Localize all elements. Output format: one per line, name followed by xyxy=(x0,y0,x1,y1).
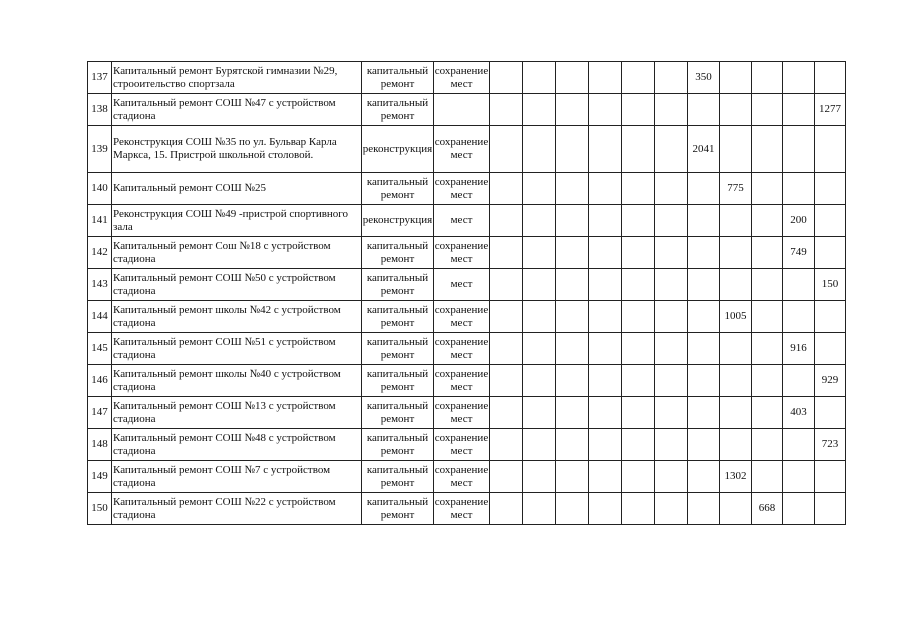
value-cell xyxy=(589,301,622,333)
value-cell xyxy=(752,237,783,269)
value-cell xyxy=(622,365,655,397)
value-cell xyxy=(815,493,846,525)
purpose-cell: сохранение мест xyxy=(434,62,490,94)
value-cell xyxy=(622,269,655,301)
table-body xyxy=(88,62,846,525)
value-cell xyxy=(688,237,720,269)
value-cell xyxy=(589,493,622,525)
row-number-cell: 141 xyxy=(88,205,112,237)
purpose-cell: сохранение мест xyxy=(434,173,490,205)
value-cell: 1005 xyxy=(720,301,752,333)
value-cell xyxy=(783,365,815,397)
table-row xyxy=(88,62,846,94)
work-type-cell: капитальный ремонт xyxy=(362,397,434,429)
value-cell xyxy=(688,205,720,237)
value-cell xyxy=(720,429,752,461)
value-cell xyxy=(589,397,622,429)
value-cell xyxy=(622,429,655,461)
object-name-cell: Капитальный ремонт СОШ №51 с устройством стадиона xyxy=(112,333,362,365)
value-cell xyxy=(688,397,720,429)
row-number-cell: 148 xyxy=(88,429,112,461)
row-number-cell: 147 xyxy=(88,397,112,429)
value-cell xyxy=(655,429,688,461)
value-cell: 929 xyxy=(815,365,846,397)
value-cell xyxy=(490,269,523,301)
work-type-cell: реконструкция xyxy=(362,126,434,173)
value-cell xyxy=(688,173,720,205)
value-cell xyxy=(655,461,688,493)
table-row xyxy=(88,333,846,365)
value-cell xyxy=(490,301,523,333)
row-number-cell: 145 xyxy=(88,333,112,365)
value-cell xyxy=(490,493,523,525)
purpose-cell: сохранение мест xyxy=(434,365,490,397)
value-cell xyxy=(589,429,622,461)
value-cell xyxy=(752,62,783,94)
value-cell xyxy=(752,365,783,397)
value-cell xyxy=(622,94,655,126)
value-cell xyxy=(523,333,556,365)
value-cell xyxy=(720,493,752,525)
value-cell: 749 xyxy=(783,237,815,269)
work-type-cell: реконструкция xyxy=(362,205,434,237)
row-number-cell: 137 xyxy=(88,62,112,94)
value-cell xyxy=(655,62,688,94)
value-cell xyxy=(589,126,622,173)
value-cell xyxy=(783,62,815,94)
value-cell xyxy=(688,429,720,461)
value-cell xyxy=(815,333,846,365)
value-cell xyxy=(523,461,556,493)
value-cell xyxy=(589,173,622,205)
value-cell xyxy=(815,397,846,429)
value-cell xyxy=(815,237,846,269)
value-cell: 1277 xyxy=(815,94,846,126)
value-cell xyxy=(783,269,815,301)
table-row xyxy=(88,493,846,525)
work-type-cell: капитальный ремонт xyxy=(362,429,434,461)
table-row xyxy=(88,205,846,237)
value-cell xyxy=(655,333,688,365)
value-cell xyxy=(783,461,815,493)
table-row xyxy=(88,301,846,333)
value-cell xyxy=(556,62,589,94)
value-cell xyxy=(752,269,783,301)
value-cell xyxy=(523,429,556,461)
work-type-cell: капитальный ремонт xyxy=(362,493,434,525)
value-cell: 668 xyxy=(752,493,783,525)
value-cell xyxy=(622,173,655,205)
purpose-cell: сохранение мест xyxy=(434,461,490,493)
value-cell: 723 xyxy=(815,429,846,461)
value-cell xyxy=(589,461,622,493)
table-row xyxy=(88,94,846,126)
object-name-cell: Капитальный ремонт СОШ №13 с устройством стадиона xyxy=(112,397,362,429)
work-type-cell: капитальный ремонт xyxy=(362,301,434,333)
value-cell: 200 xyxy=(783,205,815,237)
table-row xyxy=(88,126,846,173)
value-cell xyxy=(720,94,752,126)
value-cell xyxy=(688,365,720,397)
value-cell xyxy=(815,301,846,333)
value-cell xyxy=(752,94,783,126)
table-row xyxy=(88,429,846,461)
value-cell xyxy=(523,126,556,173)
object-name-cell: Капитальный ремонт СОШ №47 с устройством стадиона xyxy=(112,94,362,126)
value-cell xyxy=(523,62,556,94)
value-cell xyxy=(556,173,589,205)
work-type-cell: капитальный ремонт xyxy=(362,237,434,269)
value-cell xyxy=(720,126,752,173)
purpose-cell: сохранение мест xyxy=(434,237,490,269)
value-cell xyxy=(720,333,752,365)
value-cell xyxy=(556,237,589,269)
value-cell xyxy=(688,461,720,493)
value-cell: 350 xyxy=(688,62,720,94)
purpose-cell xyxy=(434,94,490,126)
value-cell xyxy=(655,365,688,397)
value-cell xyxy=(815,173,846,205)
purpose-cell: сохранение мест xyxy=(434,493,490,525)
table-row xyxy=(88,397,846,429)
value-cell xyxy=(688,493,720,525)
value-cell xyxy=(622,62,655,94)
value-cell xyxy=(752,301,783,333)
value-cell xyxy=(490,429,523,461)
value-cell xyxy=(655,493,688,525)
value-cell xyxy=(523,237,556,269)
value-cell xyxy=(655,269,688,301)
value-cell xyxy=(556,205,589,237)
value-cell xyxy=(720,62,752,94)
object-name-cell: Капитальный ремонт СОШ №22 с устройством стадиона xyxy=(112,493,362,525)
value-cell xyxy=(589,237,622,269)
value-cell xyxy=(720,269,752,301)
value-cell xyxy=(815,461,846,493)
object-name-cell: Капитальный ремонт СОШ №50 с устройством стадиона xyxy=(112,269,362,301)
value-cell xyxy=(655,205,688,237)
value-cell xyxy=(815,62,846,94)
purpose-cell: сохранение мест xyxy=(434,429,490,461)
work-type-cell: капитальный ремонт xyxy=(362,94,434,126)
object-name-cell: Капитальный ремонт школы №42 с устройством стадиона xyxy=(112,301,362,333)
value-cell xyxy=(589,94,622,126)
value-cell xyxy=(688,269,720,301)
value-cell xyxy=(752,461,783,493)
value-cell xyxy=(556,429,589,461)
value-cell xyxy=(589,269,622,301)
object-name-cell: Капитальный ремонт Сош №18 с устройством стадиона xyxy=(112,237,362,269)
value-cell xyxy=(490,461,523,493)
value-cell xyxy=(490,62,523,94)
value-cell xyxy=(556,126,589,173)
value-cell xyxy=(783,429,815,461)
value-cell xyxy=(622,301,655,333)
value-cell xyxy=(688,94,720,126)
value-cell xyxy=(622,397,655,429)
value-cell xyxy=(523,493,556,525)
table-row xyxy=(88,269,846,301)
value-cell xyxy=(655,126,688,173)
value-cell xyxy=(720,397,752,429)
object-name-cell: Капитальный ремонт СОШ №48 с устройством стадиона xyxy=(112,429,362,461)
value-cell xyxy=(655,301,688,333)
value-cell xyxy=(556,94,589,126)
row-number-cell: 140 xyxy=(88,173,112,205)
object-name-cell: Капитальный ремонт школы №40 с устройством стадиона xyxy=(112,365,362,397)
object-name-cell: Реконструкция СОШ №49 -пристрой спортивного зала xyxy=(112,205,362,237)
value-cell xyxy=(622,493,655,525)
value-cell xyxy=(556,493,589,525)
value-cell xyxy=(490,94,523,126)
value-cell xyxy=(783,301,815,333)
value-cell xyxy=(523,269,556,301)
value-cell xyxy=(752,173,783,205)
value-cell xyxy=(556,269,589,301)
value-cell xyxy=(752,397,783,429)
value-cell xyxy=(523,365,556,397)
value-cell xyxy=(655,94,688,126)
value-cell xyxy=(490,333,523,365)
value-cell: 1302 xyxy=(720,461,752,493)
value-cell xyxy=(815,126,846,173)
value-cell xyxy=(622,333,655,365)
value-cell xyxy=(783,173,815,205)
work-type-cell: капитальный ремонт xyxy=(362,269,434,301)
value-cell xyxy=(556,461,589,493)
value-cell xyxy=(752,205,783,237)
value-cell xyxy=(622,126,655,173)
work-type-cell: капитальный ремонт xyxy=(362,173,434,205)
value-cell xyxy=(589,62,622,94)
value-cell: 916 xyxy=(783,333,815,365)
work-type-cell: капитальный ремонт xyxy=(362,333,434,365)
value-cell xyxy=(490,173,523,205)
row-number-cell: 150 xyxy=(88,493,112,525)
row-number-cell: 146 xyxy=(88,365,112,397)
table-row xyxy=(88,365,846,397)
value-cell xyxy=(556,365,589,397)
value-cell: 150 xyxy=(815,269,846,301)
row-number-cell: 138 xyxy=(88,94,112,126)
value-cell xyxy=(720,205,752,237)
work-type-cell: капитальный ремонт xyxy=(362,461,434,493)
value-cell xyxy=(490,397,523,429)
value-cell xyxy=(556,301,589,333)
value-cell xyxy=(720,365,752,397)
value-cell xyxy=(752,333,783,365)
object-name-cell: Капитальный ремонт СОШ №25 xyxy=(112,173,362,205)
value-cell xyxy=(556,397,589,429)
value-cell xyxy=(752,126,783,173)
purpose-cell: сохранение мест xyxy=(434,333,490,365)
value-cell xyxy=(655,173,688,205)
value-cell xyxy=(815,205,846,237)
value-cell xyxy=(589,205,622,237)
value-cell xyxy=(490,205,523,237)
value-cell: 2041 xyxy=(688,126,720,173)
value-cell xyxy=(523,94,556,126)
value-cell: 775 xyxy=(720,173,752,205)
value-cell xyxy=(523,301,556,333)
value-cell xyxy=(490,126,523,173)
value-cell xyxy=(490,365,523,397)
value-cell xyxy=(688,333,720,365)
value-cell xyxy=(783,126,815,173)
row-number-cell: 149 xyxy=(88,461,112,493)
object-name-cell: Реконструкция СОШ №35 по ул. Бульвар Карла Маркса, 15. Пристрой школьной столовой. xyxy=(112,126,362,173)
purpose-cell: сохранение мест xyxy=(434,126,490,173)
purpose-cell: мест xyxy=(434,205,490,237)
value-cell xyxy=(556,333,589,365)
value-cell xyxy=(622,461,655,493)
work-type-cell: капитальный ремонт xyxy=(362,365,434,397)
value-cell xyxy=(523,173,556,205)
value-cell xyxy=(655,397,688,429)
purpose-cell: сохранение мест xyxy=(434,301,490,333)
row-number-cell: 139 xyxy=(88,126,112,173)
row-number-cell: 142 xyxy=(88,237,112,269)
value-cell xyxy=(589,365,622,397)
object-name-cell: Капитальный ремонт СОШ №7 с устройством стадиона xyxy=(112,461,362,493)
purpose-cell: сохранение мест xyxy=(434,397,490,429)
value-cell xyxy=(783,493,815,525)
value-cell xyxy=(622,237,655,269)
value-cell: 403 xyxy=(783,397,815,429)
value-cell xyxy=(688,301,720,333)
value-cell xyxy=(523,205,556,237)
table-row xyxy=(88,237,846,269)
value-cell xyxy=(783,94,815,126)
value-cell xyxy=(589,333,622,365)
work-type-cell: капитальный ремонт xyxy=(362,62,434,94)
row-number-cell: 144 xyxy=(88,301,112,333)
table-row xyxy=(88,173,846,205)
table-row xyxy=(88,461,846,493)
object-name-cell: Капитальный ремонт Бурятской гимназии №29, строоительство спортзала xyxy=(112,62,362,94)
value-cell xyxy=(490,237,523,269)
value-cell xyxy=(523,397,556,429)
value-cell xyxy=(752,429,783,461)
row-number-cell: 143 xyxy=(88,269,112,301)
value-cell xyxy=(720,237,752,269)
purpose-cell: мест xyxy=(434,269,490,301)
value-cell xyxy=(655,237,688,269)
value-cell xyxy=(622,205,655,237)
school-works-table xyxy=(87,61,846,525)
